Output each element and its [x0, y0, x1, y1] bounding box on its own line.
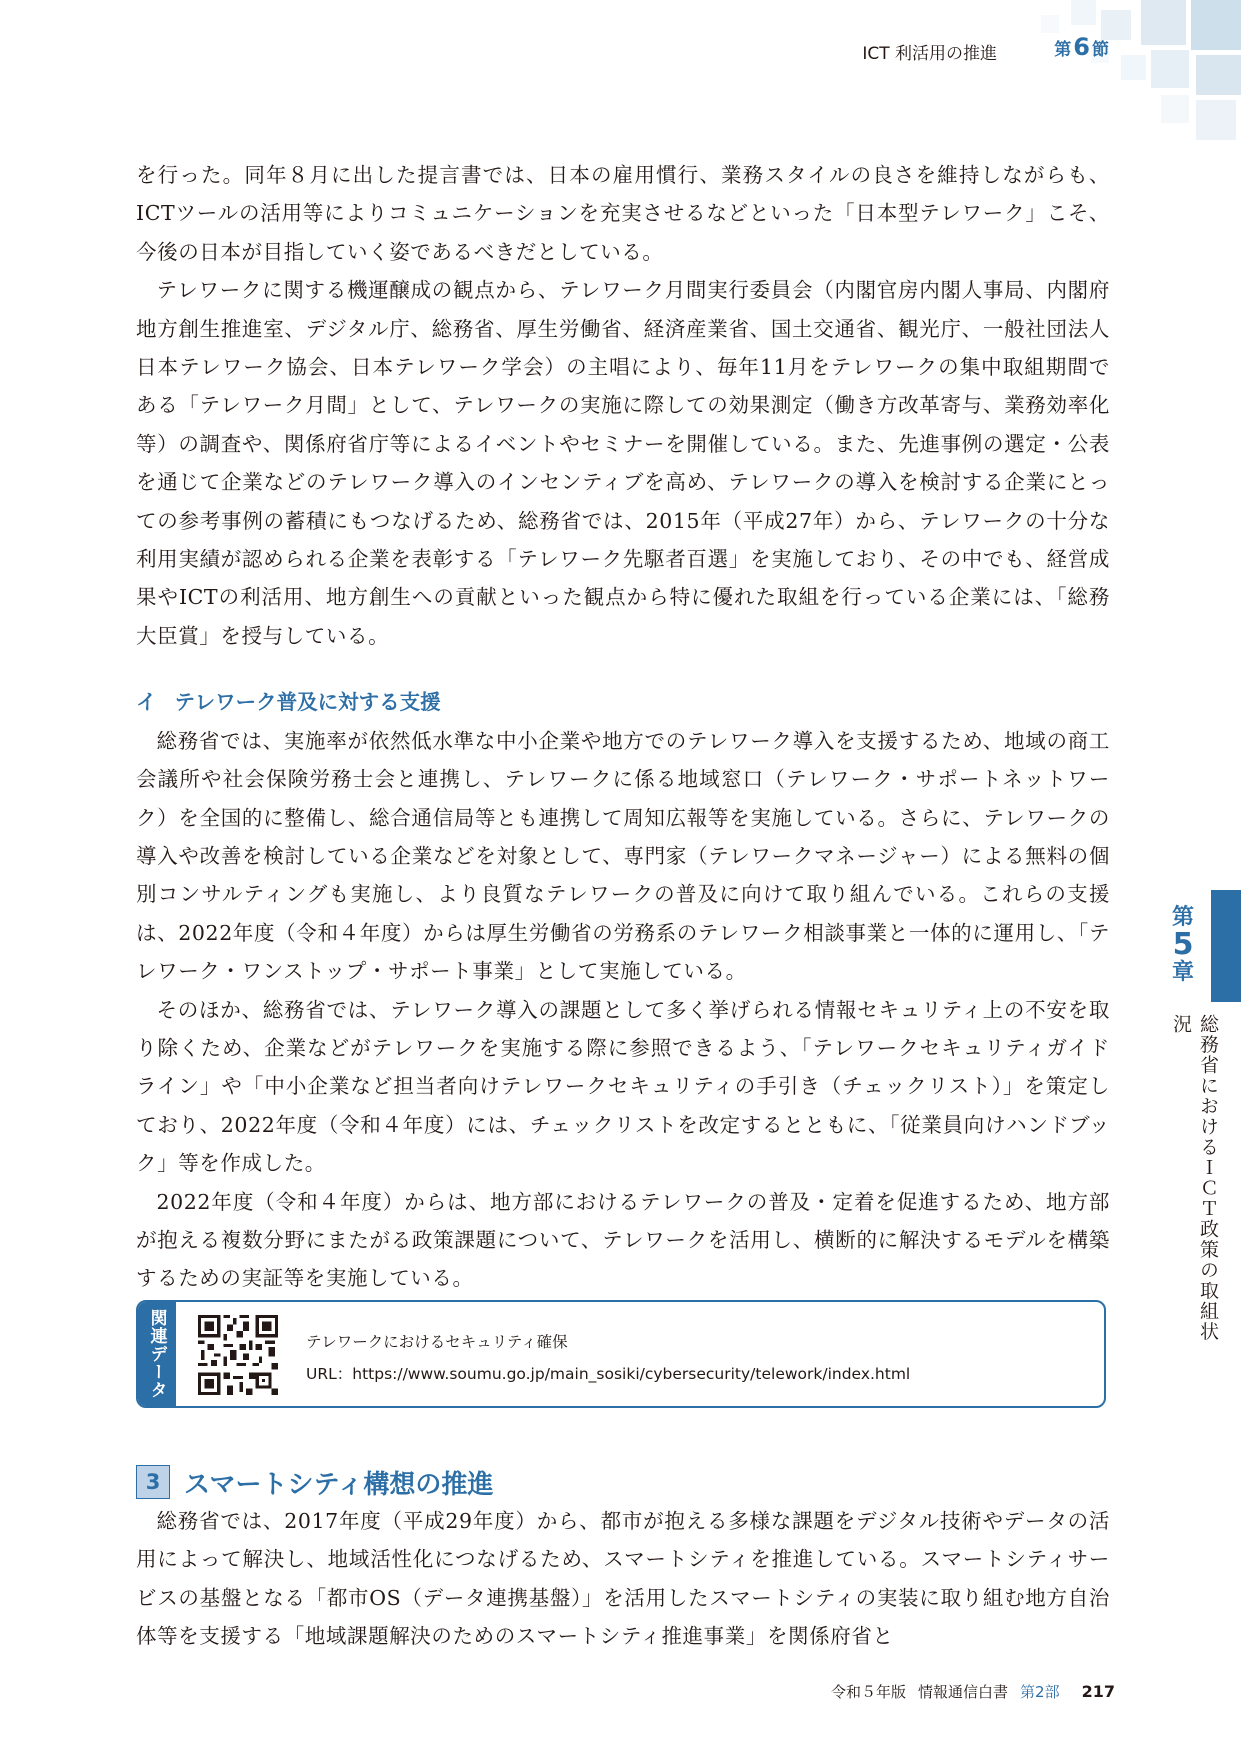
subsection-heading [136, 683, 1110, 721]
qr-code-icon[interactable] [198, 1315, 278, 1395]
header-decoration-square [1141, 0, 1186, 45]
paragraph: 総務省では、2017年度（平成29年度）から、都市が抱える多様な課題をデジタル技術やデータの活用によって解決し、地域活性化につなげるため、スマートシティを推進している。スマートシティサービスの基盤となる「都市OS（データ連携基盤）」を活用したスマートシティの実装に取り組む地方自治体等を支援する「地域課題解決のためのスマートシティ推進事業」を関係府省と [136, 1509, 1110, 1649]
page-number: 217 [1081, 1682, 1115, 1701]
chapter-label [1160, 906, 1206, 984]
header-decoration [941, 0, 1241, 150]
footer-edition: 令和５年版 [831, 1683, 907, 1701]
paragraph: 総務省では、実施率が依然低水準な中小企業や地方でのテレワーク導入を支援するため、地域の商工会議所や社会保険労務士会と連携し、テレワークに係る地域窓口（テレワーク・サポートネットワーク）を全国的に整備し、総合通信局等とも連携して周知広報等を実施している。さらに、テレワークの導入や改善を検討している企業などを対象として、専門家（テレワークマネージャー）による無料の個別コンサルティングも実施し、より良質なテレワークの普及に向けて取り組んでいる。これらの支援は、2022年度（令和４年度）からは厚生労働省の労務系のテレワーク相談事業と一体的に運用し、「テレワーク・ワンストップ・サポート事業」として実施している。 [136, 728, 1110, 984]
footer-publication: 情報通信白書 [918, 1683, 1009, 1701]
header-decoration-square [1191, 0, 1241, 50]
related-data-url[interactable]: URL：https://www.soumu.go.jp/main_sosiki/cybersecurity/telework/index.html [306, 1365, 911, 1383]
section-suffix: 節 [1092, 40, 1109, 60]
header-decoration-square [1196, 100, 1236, 140]
subsection-title: テレワーク普及に対する支援 [174, 690, 441, 715]
chapter-tab-bar [1211, 890, 1241, 1002]
section-indicator [1054, 33, 1109, 61]
running-title: ICT 利活用の推進 [862, 44, 997, 64]
chapter-label-top: 第 [1171, 905, 1194, 930]
related-data-tab: 関連データ [138, 1302, 176, 1406]
footer [831, 1681, 1115, 1702]
header-decoration-square [1161, 95, 1189, 123]
section-3-title: スマートシティ構想の推進 [184, 1469, 494, 1500]
related-data-title: テレワークにおけるセキュリティ確保 [306, 1333, 568, 1351]
section-3 [136, 1462, 1110, 1656]
subsection-mark: イ [136, 690, 157, 715]
section-3-number: 3 [136, 1465, 170, 1499]
main-content [136, 156, 1110, 1298]
paragraph: テレワークに関する機運醸成の観点から、テレワーク月間実行委員会（内閣官房内閣人事局、内閣府地方創生推進室、デジタル庁、総務省、厚生労働省、経済産業省、国土交通省、観光庁、一般社団法人日本テレワーク協会、日本テレワーク学会）の主唱により、毎年11月をテレワークの集中取組期間である「テレワーク月間」として、テレワークの実施に際しての効果測定（働き方改革寄与、業務効率化等）の調査や、関係府省庁等によるイベントやセミナーを開催している。また、先進事例の選定・公表を通じて企業などのテレワーク導入のインセンティブを高め、テレワークの導入を検討する企業にとっての参考事例の蓄積にもつなげるため、総務省では、2015年（平成27年）から、テレワークの十分な利用実績が認められる企業を表彰する「テレワーク先駆者百選」を実施しており、その中でも、経営成果やICTの利活用、地方創生への貢献といった観点から特に優れた取組を行っている企業には、「総務大臣賞」を授与している。 [136, 278, 1110, 648]
chapter-label-number: 5 [1172, 927, 1194, 963]
related-data-box [136, 1300, 1106, 1408]
header-decoration-square [1196, 55, 1241, 95]
section-3-heading [136, 1462, 1110, 1502]
section-number: 6 [1073, 33, 1090, 61]
related-data-text [306, 1326, 910, 1390]
footer-part: 第2部 [1020, 1683, 1060, 1701]
header-decoration-square [1151, 50, 1189, 88]
chapter-title: 総務省におけるＩＣＴ政策の取組状況 [1170, 1014, 1219, 1342]
header-decoration-square [1071, 0, 1096, 25]
paragraph: そのほか、総務省では、テレワーク導入の課題として多く挙げられる情報セキュリティ上の不安を取り除くため、企業などがテレワークを実施する際に参照できるよう、「テレワークセキュリティガイドライン」や「中小企業など担当者向けテレワークセキュリティの手引き（チェックリスト）」を策定しており、2022年度（令和４年度）には、チェックリストを改定するとともに、「従業員向けハンドブック」等を作成した。 [136, 997, 1110, 1176]
paragraph: 2022年度（令和４年度）からは、地方部におけるテレワークの普及・定着を促進するため、地方部が抱える複数分野にまたがる政策課題について、テレワークを活用し、横断的に解決するモデルを構築するための実証等を実施している。 [136, 1189, 1110, 1291]
chapter-label-bottom: 章 [1171, 959, 1194, 985]
section-prefix: 第 [1054, 40, 1072, 60]
header-decoration-square [1121, 55, 1146, 80]
paragraph: を行った。同年８月に出した提言書では、日本の雇用慣行、業務スタイルの良さを維持しながらも、ICTツールの活用等によりコミュニケーションを充実させるなどといった「日本型テレワーク」こそ、今後の日本が目指していく姿であるべきだとしている。 [136, 163, 1110, 264]
header-decoration-square [1041, 15, 1059, 33]
